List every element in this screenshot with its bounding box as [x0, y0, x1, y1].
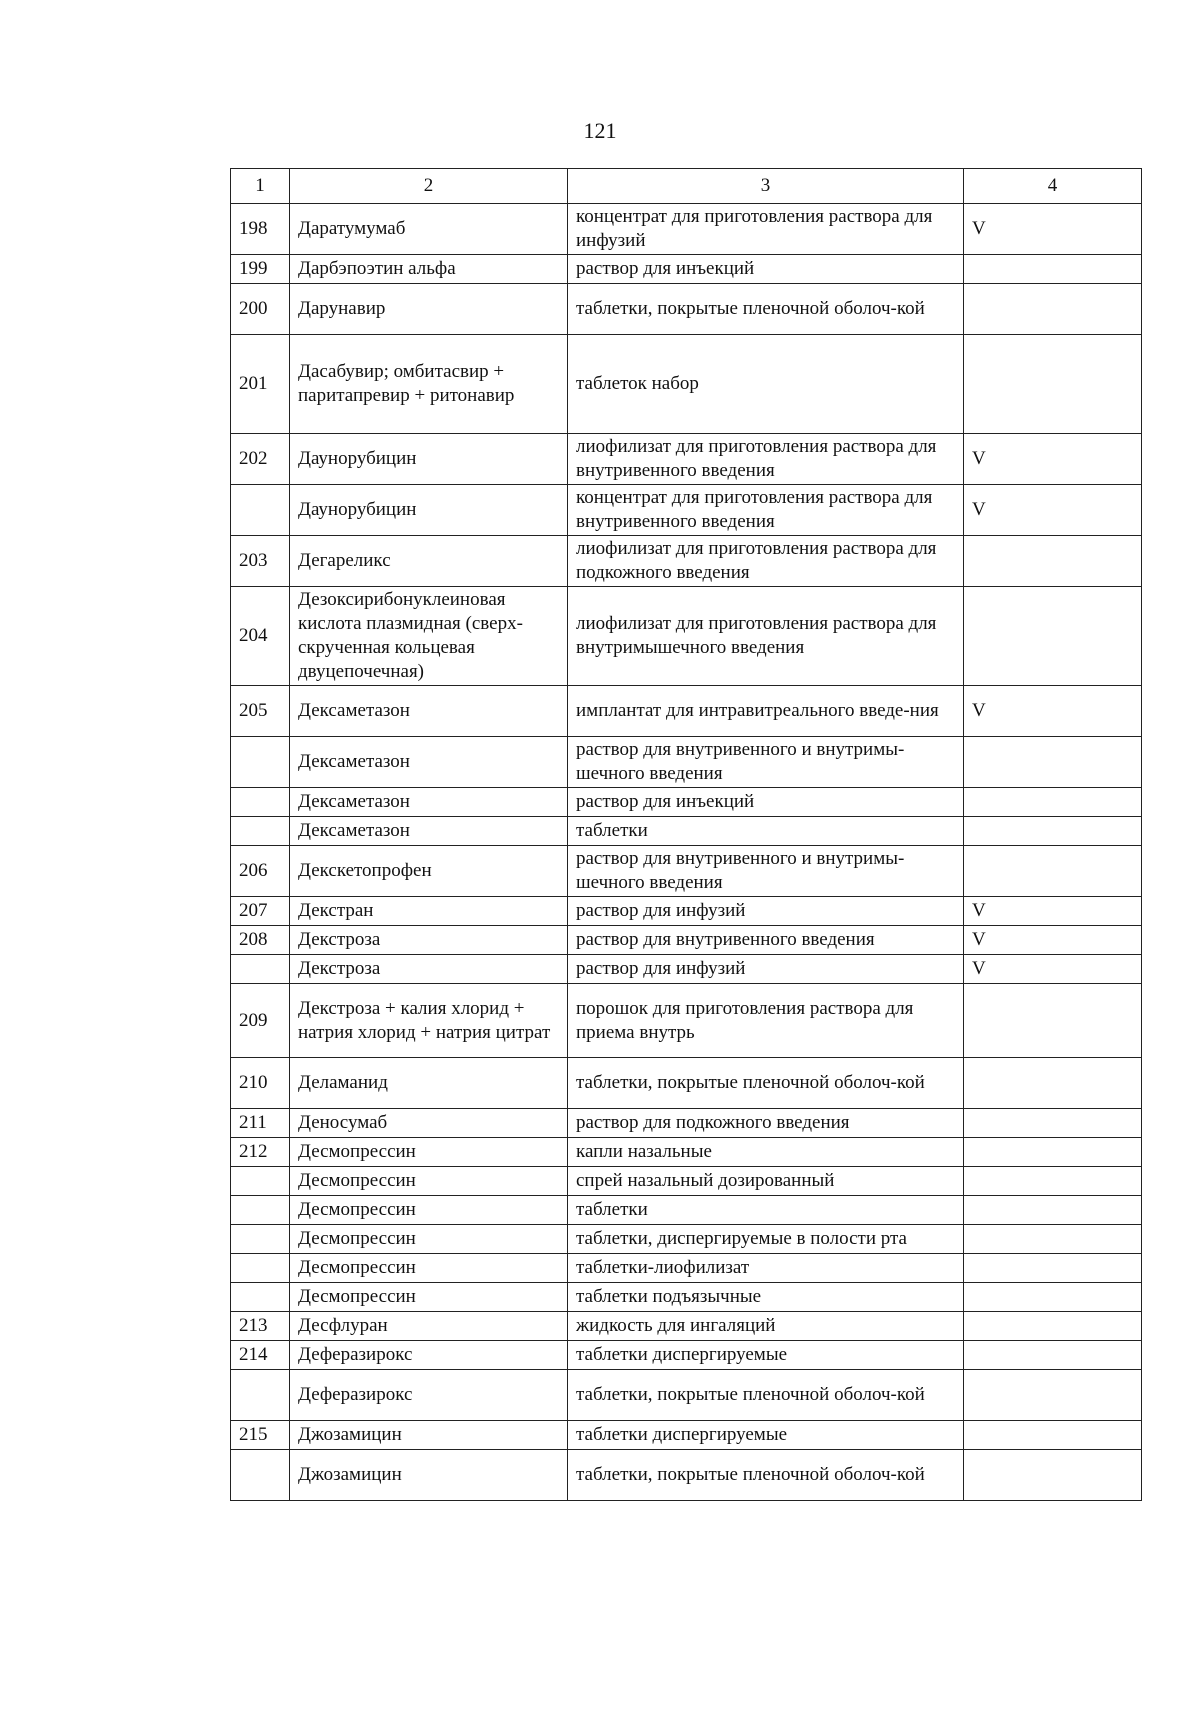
- drug-name-cell: Дексаметазон: [290, 817, 568, 846]
- table-body: [231, 204, 1142, 1501]
- row-number-cell: [231, 485, 290, 536]
- dosage-form-cell: раствор для внутривенного введения: [568, 926, 964, 955]
- mark-cell: [964, 284, 1142, 335]
- table-row: [231, 1138, 1142, 1167]
- dosage-form-cell: таблетки, покрытые пленочной оболоч-кой: [568, 1370, 964, 1421]
- drug-name-cell: Десмопрессин: [290, 1254, 568, 1283]
- row-number-cell: 199: [231, 255, 290, 284]
- row-number-cell: 198: [231, 204, 290, 255]
- row-number-cell: 210: [231, 1058, 290, 1109]
- mark-cell: [964, 1450, 1142, 1501]
- drug-name-cell: Дарбэпоэтин альфа: [290, 255, 568, 284]
- mark-cell: V: [964, 485, 1142, 536]
- dosage-form-cell: раствор для внутривенного и внутримы-шечного введения: [568, 846, 964, 897]
- table-row: [231, 686, 1142, 737]
- dosage-form-cell: таблетки-лиофилизат: [568, 1254, 964, 1283]
- table-row: [231, 926, 1142, 955]
- drug-name-cell: Десмопрессин: [290, 1167, 568, 1196]
- mark-cell: [964, 1138, 1142, 1167]
- page-number: 121: [583, 118, 617, 143]
- mark-cell: [964, 536, 1142, 587]
- drug-name-cell: Декстран: [290, 897, 568, 926]
- table-row: [231, 897, 1142, 926]
- mark-cell: V: [964, 204, 1142, 255]
- row-number-cell: 213: [231, 1312, 290, 1341]
- dosage-form-cell: жидкость для ингаляций: [568, 1312, 964, 1341]
- mark-cell: [964, 1196, 1142, 1225]
- table-row: [231, 1225, 1142, 1254]
- mark-cell: V: [964, 434, 1142, 485]
- drug-name-cell: Декстроза: [290, 955, 568, 984]
- table-row: [231, 1283, 1142, 1312]
- row-number-cell: 200: [231, 284, 290, 335]
- table-row: [231, 434, 1142, 485]
- dosage-form-cell: раствор для инфузий: [568, 955, 964, 984]
- dosage-form-cell: лиофилизат для приготовления раствора для внутривенного введения: [568, 434, 964, 485]
- row-number-cell: [231, 1283, 290, 1312]
- row-number-cell: [231, 1370, 290, 1421]
- row-number-cell: 206: [231, 846, 290, 897]
- dosage-form-cell: концентрат для приготовления раствора для инфузий: [568, 204, 964, 255]
- mark-cell: [964, 737, 1142, 788]
- mark-cell: [964, 1254, 1142, 1283]
- row-number-cell: 204: [231, 587, 290, 686]
- mark-cell: [964, 1058, 1142, 1109]
- mark-cell: V: [964, 686, 1142, 737]
- row-number-cell: [231, 1450, 290, 1501]
- row-number-cell: [231, 955, 290, 984]
- drug-name-cell: Дексаметазон: [290, 788, 568, 817]
- dosage-form-cell: таблетки диспергируемые: [568, 1421, 964, 1450]
- drug-name-cell: Декстроза: [290, 926, 568, 955]
- table-row: [231, 1167, 1142, 1196]
- dosage-form-cell: концентрат для приготовления раствора для внутривенного введения: [568, 485, 964, 536]
- dosage-form-cell: капли назальные: [568, 1138, 964, 1167]
- row-number-cell: 202: [231, 434, 290, 485]
- row-number-cell: [231, 1254, 290, 1283]
- mark-cell: [964, 1109, 1142, 1138]
- drug-name-cell: Даратумумаб: [290, 204, 568, 255]
- drug-name-cell: Деносумаб: [290, 1109, 568, 1138]
- row-number-cell: [231, 817, 290, 846]
- drug-name-cell: Деламанид: [290, 1058, 568, 1109]
- drug-name-cell: Десмопрессин: [290, 1283, 568, 1312]
- table-row: [231, 955, 1142, 984]
- dosage-form-cell: таблетки, покрытые пленочной оболоч-кой: [568, 1450, 964, 1501]
- row-number-cell: 208: [231, 926, 290, 955]
- mark-cell: [964, 817, 1142, 846]
- dosage-form-cell: таблетки, покрытые пленочной оболоч-кой: [568, 1058, 964, 1109]
- drug-name-cell: Даунорубицин: [290, 434, 568, 485]
- dosage-form-cell: таблетки: [568, 1196, 964, 1225]
- table-row: [231, 335, 1142, 434]
- dosage-form-cell: раствор для подкожного введения: [568, 1109, 964, 1138]
- drug-name-cell: Деферазирокс: [290, 1341, 568, 1370]
- drug-name-cell: Деферазирокс: [290, 1370, 568, 1421]
- dosage-form-cell: таблетки, покрытые пленочной оболоч-кой: [568, 284, 964, 335]
- table-header-row: [231, 169, 1142, 204]
- table-row: [231, 204, 1142, 255]
- dosage-form-cell: таблетки: [568, 817, 964, 846]
- mark-cell: [964, 1225, 1142, 1254]
- row-number-cell: 207: [231, 897, 290, 926]
- drug-name-cell: Даунорубицин: [290, 485, 568, 536]
- mark-cell: [964, 1312, 1142, 1341]
- table-row: [231, 1450, 1142, 1501]
- dosage-form-cell: раствор для инфузий: [568, 897, 964, 926]
- dosage-form-cell: спрей назальный дозированный: [568, 1167, 964, 1196]
- dosage-form-cell: таблетки, диспергируемые в полости рта: [568, 1225, 964, 1254]
- dosage-form-cell: лиофилизат для приготовления раствора для внутримышечного введения: [568, 587, 964, 686]
- mark-cell: [964, 1370, 1142, 1421]
- dosage-form-cell: порошок для приготовления раствора для приема внутрь: [568, 984, 964, 1058]
- drug-table: [230, 168, 1142, 1501]
- column-header: 2: [290, 169, 568, 204]
- mark-cell: [964, 335, 1142, 434]
- row-number-cell: 215: [231, 1421, 290, 1450]
- drug-name-cell: Декскетопрофен: [290, 846, 568, 897]
- table-row: [231, 587, 1142, 686]
- table-row: [231, 817, 1142, 846]
- dosage-form-cell: таблеток набор: [568, 335, 964, 434]
- mark-cell: [964, 255, 1142, 284]
- drug-name-cell: Десмопрессин: [290, 1196, 568, 1225]
- drug-name-cell: Дексаметазон: [290, 737, 568, 788]
- drug-name-cell: Джозамицин: [290, 1421, 568, 1450]
- drug-name-cell: Десмопрессин: [290, 1138, 568, 1167]
- table-row: [231, 485, 1142, 536]
- table-row: [231, 1254, 1142, 1283]
- drug-name-cell: Десмопрессин: [290, 1225, 568, 1254]
- drug-name-cell: Декстроза + калия хлорид + натрия хлорид + натрия цитрат: [290, 984, 568, 1058]
- drug-name-cell: Джозамицин: [290, 1450, 568, 1501]
- table-row: [231, 737, 1142, 788]
- table-row: [231, 1370, 1142, 1421]
- table-row: [231, 1196, 1142, 1225]
- row-number-cell: 214: [231, 1341, 290, 1370]
- mark-cell: [964, 1283, 1142, 1312]
- mark-cell: [964, 1421, 1142, 1450]
- drug-name-cell: Дарунавир: [290, 284, 568, 335]
- row-number-cell: 211: [231, 1109, 290, 1138]
- table-row: [231, 984, 1142, 1058]
- drug-name-cell: Дексаметазон: [290, 686, 568, 737]
- row-number-cell: 205: [231, 686, 290, 737]
- row-number-cell: [231, 1225, 290, 1254]
- dosage-form-cell: таблетки подъязычные: [568, 1283, 964, 1312]
- column-header: 1: [231, 169, 290, 204]
- mark-cell: V: [964, 955, 1142, 984]
- dosage-form-cell: раствор для инъекций: [568, 255, 964, 284]
- mark-cell: [964, 984, 1142, 1058]
- drug-name-cell: Дезоксирибонуклеиновая кислота плазмидная (сверх-скрученная кольцевая двуцепочечная): [290, 587, 568, 686]
- row-number-cell: [231, 1196, 290, 1225]
- mark-cell: [964, 587, 1142, 686]
- mark-cell: V: [964, 926, 1142, 955]
- dosage-form-cell: имплантат для интравитреального введе-ния: [568, 686, 964, 737]
- table-row: [231, 1421, 1142, 1450]
- row-number-cell: [231, 1167, 290, 1196]
- table-row: [231, 846, 1142, 897]
- table-row: [231, 788, 1142, 817]
- table-row: [231, 255, 1142, 284]
- drug-name-cell: Дасабувир; омбитасвир + паритапревир + ритонавир: [290, 335, 568, 434]
- dosage-form-cell: раствор для внутривенного и внутримы-шечного введения: [568, 737, 964, 788]
- row-number-cell: 212: [231, 1138, 290, 1167]
- row-number-cell: 209: [231, 984, 290, 1058]
- table-row: [231, 536, 1142, 587]
- drug-name-cell: Дегареликс: [290, 536, 568, 587]
- mark-cell: [964, 1341, 1142, 1370]
- row-number-cell: 201: [231, 335, 290, 434]
- table-row: [231, 284, 1142, 335]
- row-number-cell: [231, 737, 290, 788]
- column-header: 4: [964, 169, 1142, 204]
- table-row: [231, 1312, 1142, 1341]
- mark-cell: [964, 1167, 1142, 1196]
- table-row: [231, 1058, 1142, 1109]
- dosage-form-cell: таблетки диспергируемые: [568, 1341, 964, 1370]
- dosage-form-cell: лиофилизат для приготовления раствора для подкожного введения: [568, 536, 964, 587]
- row-number-cell: 203: [231, 536, 290, 587]
- mark-cell: V: [964, 897, 1142, 926]
- table-row: [231, 1109, 1142, 1138]
- table-row: [231, 1341, 1142, 1370]
- column-header: 3: [568, 169, 964, 204]
- row-number-cell: [231, 788, 290, 817]
- mark-cell: [964, 788, 1142, 817]
- drug-name-cell: Десфлуран: [290, 1312, 568, 1341]
- dosage-form-cell: раствор для инъекций: [568, 788, 964, 817]
- mark-cell: [964, 846, 1142, 897]
